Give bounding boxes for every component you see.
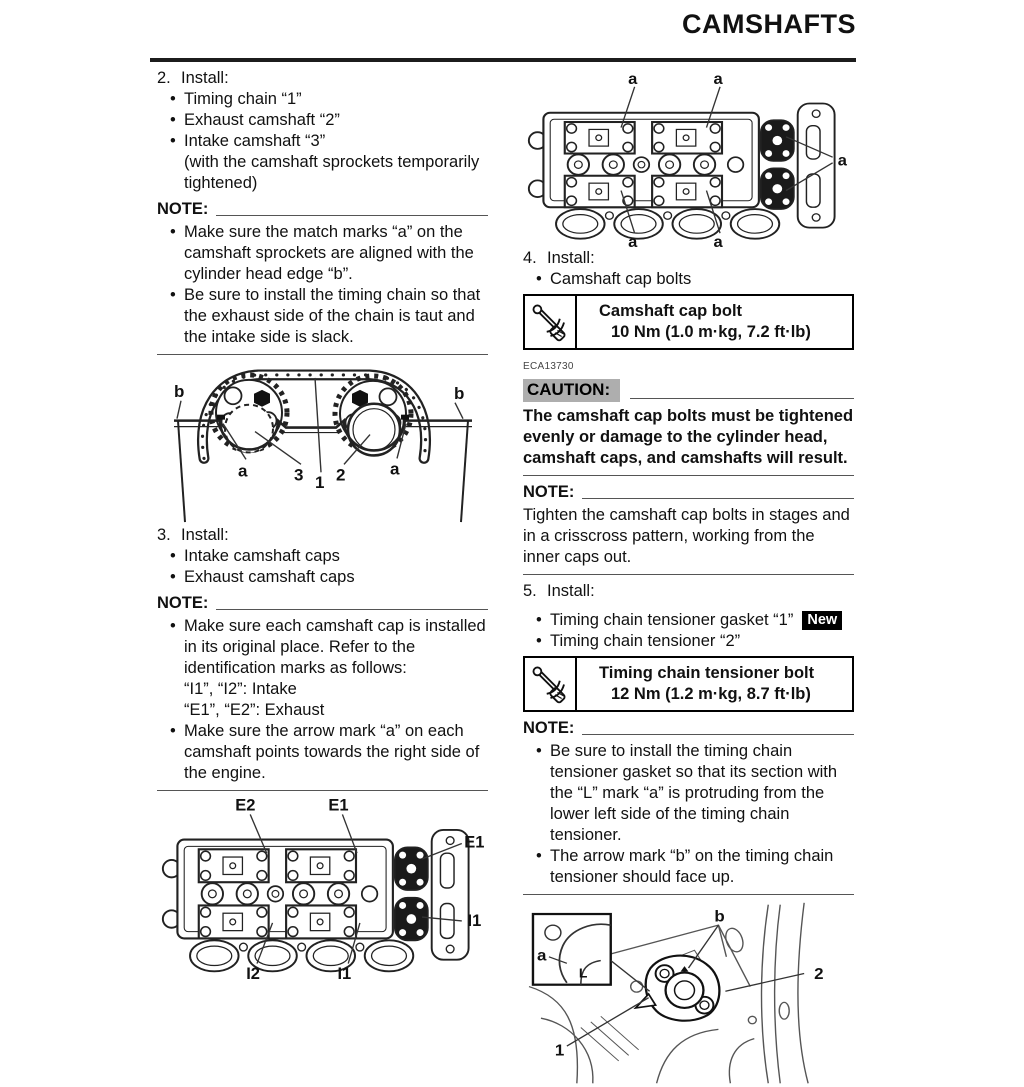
note-item bbox=[157, 222, 488, 285]
bullet-dot: • bbox=[170, 90, 176, 108]
callout-i1-right: I1 bbox=[467, 911, 481, 930]
note-label: NOTE: bbox=[157, 594, 209, 612]
list-item bbox=[157, 546, 488, 567]
note-block-1 bbox=[157, 199, 488, 348]
note-item-text: The arrow mark “b” on the timing chain tensioner should face up. bbox=[550, 847, 834, 886]
section-divider bbox=[157, 354, 488, 355]
note-item-text: Make sure the arrow mark “a” on each camshaft points towards the right side of the engine. bbox=[184, 722, 480, 782]
torque-item-name: Camshaft cap bolt bbox=[599, 302, 743, 320]
figure-camshaft-caps-id bbox=[157, 797, 488, 981]
callout-2: 2 bbox=[335, 465, 345, 485]
step-number: 3. bbox=[157, 526, 171, 544]
callout-a-right: a bbox=[837, 151, 847, 170]
note-block-2 bbox=[157, 593, 488, 784]
bullet-dot: • bbox=[170, 568, 176, 586]
caution-label: CAUTION: bbox=[523, 379, 620, 402]
id-mark-exhaust: “E1”, “E2”: Exhaust bbox=[184, 701, 325, 719]
figure-timing-chain-sprockets bbox=[157, 361, 488, 525]
step-5-install bbox=[523, 581, 854, 652]
step-label: Install: bbox=[181, 526, 229, 544]
torque-item-name: Timing chain tensioner bolt bbox=[599, 664, 815, 682]
note-item bbox=[157, 616, 488, 679]
note-item bbox=[157, 721, 488, 784]
list-item-text: Timing chain “1” bbox=[184, 90, 302, 108]
callout-a: a bbox=[536, 947, 547, 965]
callout-i1-bottom: I1 bbox=[336, 965, 351, 981]
list-item-text bbox=[550, 610, 842, 631]
step-number: 5. bbox=[523, 582, 537, 600]
bullet-dot: • bbox=[170, 617, 176, 635]
note-text: Tighten the camshaft cap bolts in stages and in a crisscross pattern, working from the inner caps out. bbox=[523, 506, 850, 566]
list-item bbox=[157, 89, 488, 110]
note-label: NOTE: bbox=[523, 483, 575, 501]
callout-3: 3 bbox=[293, 465, 303, 485]
step-3-install bbox=[157, 525, 488, 588]
note-rule bbox=[582, 718, 854, 735]
id-mark-intake: “I1”, “I2”: Intake bbox=[184, 680, 297, 698]
list-item bbox=[523, 269, 854, 290]
section-divider bbox=[523, 894, 854, 895]
bullet-dot: • bbox=[170, 722, 176, 740]
step-2-install bbox=[157, 68, 488, 194]
bullet-dot: • bbox=[536, 847, 542, 865]
step-label: Install: bbox=[547, 249, 595, 267]
list-item-text: Intake camshaft caps bbox=[184, 547, 340, 565]
caution-text: The camshaft cap bolts must be tightened evenly or damage to the cylinder head, camshaft caps, and camshafts will result. bbox=[523, 407, 854, 467]
callout-2: 2 bbox=[814, 965, 824, 983]
section-divider bbox=[523, 475, 854, 476]
bullet-dot: • bbox=[536, 742, 542, 760]
bullet-dot: • bbox=[536, 270, 542, 288]
bullet-dot: • bbox=[170, 286, 176, 304]
list-item-text: Camshaft cap bolts bbox=[550, 270, 692, 288]
callout-b: b bbox=[714, 907, 725, 926]
note-item-text: Be sure to install the timing chain so that the exhaust side of the chain is taut and the intake side is slack. bbox=[184, 286, 481, 346]
callout-e1-top: E1 bbox=[327, 797, 349, 815]
callout-a-3: a bbox=[627, 233, 637, 248]
callout-e2: E2 bbox=[234, 797, 255, 815]
figure-chain-tensioner bbox=[523, 901, 854, 1087]
bullet-dot: • bbox=[170, 547, 176, 565]
tensioner-diagram bbox=[523, 901, 854, 1087]
list-item-text: Intake camshaft “3” bbox=[184, 132, 326, 150]
bullet-dot: • bbox=[170, 223, 176, 241]
section-divider bbox=[157, 790, 488, 791]
step-4-install bbox=[523, 248, 854, 290]
l-mark: L bbox=[578, 965, 588, 981]
callout-a-4: a bbox=[713, 233, 723, 248]
callout-a-left: a bbox=[237, 461, 247, 481]
note-block-3 bbox=[523, 482, 854, 575]
step-number: 4. bbox=[523, 249, 537, 267]
callout-b-left: b bbox=[173, 381, 184, 401]
list-item bbox=[523, 631, 854, 652]
note-item bbox=[523, 846, 854, 888]
note-rule bbox=[216, 199, 488, 216]
list-item-text: Timing chain tensioner “2” bbox=[550, 632, 741, 650]
bullet-dot: • bbox=[536, 611, 542, 629]
callout-a-right: a bbox=[389, 459, 399, 479]
header-rule bbox=[150, 58, 856, 62]
parenthetical-note: (with the camshaft sprockets temporarily tightened) bbox=[184, 153, 480, 192]
callout-1: 1 bbox=[314, 473, 324, 493]
bullet-dot: • bbox=[170, 111, 176, 129]
list-item bbox=[523, 610, 854, 631]
note-rule bbox=[216, 593, 488, 610]
torque-spec-box-cap-bolt bbox=[523, 294, 854, 350]
bullet-dot: • bbox=[170, 132, 176, 150]
caution-block bbox=[523, 379, 854, 476]
caution-rule bbox=[630, 379, 854, 399]
note-item-text: Make sure each camshaft cap is installed in its original place. Refer to the identification marks as follows: bbox=[184, 617, 486, 677]
callout-a-1: a bbox=[627, 72, 637, 88]
callout-e1-right: E1 bbox=[463, 833, 485, 852]
page-title: CAMSHAFTS bbox=[682, 9, 856, 39]
torque-wrench-icon bbox=[525, 296, 577, 348]
section-divider bbox=[523, 574, 854, 575]
list-item-text: Exhaust camshaft “2” bbox=[184, 111, 340, 129]
new-badge: New bbox=[802, 611, 842, 630]
torque-spec-box-tensioner-bolt bbox=[523, 656, 854, 712]
torque-wrench-icon bbox=[525, 658, 577, 710]
callout-b-right: b bbox=[453, 383, 464, 403]
callout-1: 1 bbox=[554, 1041, 565, 1060]
note-item bbox=[157, 285, 488, 348]
torque-value: 10 Nm (1.0 m·kg, 7.2 ft·lb) bbox=[611, 323, 811, 341]
list-item bbox=[157, 567, 488, 588]
list-item-text: Exhaust camshaft caps bbox=[184, 568, 355, 586]
note-label: NOTE: bbox=[523, 719, 575, 737]
match-marks-diagram bbox=[524, 72, 854, 248]
note-item-text: Be sure to install the timing chain tensioner gasket so that its section with the “L” mark “a” is protruding from the lower left side of the timing chain tensioner. bbox=[550, 742, 838, 844]
caution-code: ECA13730 bbox=[523, 361, 574, 372]
note-item-text: Make sure the match marks “a” on the camshaft sprockets are aligned with the cylinder head edge “b”. bbox=[184, 223, 474, 283]
note-block-4 bbox=[523, 718, 854, 895]
figure-match-marks bbox=[523, 72, 854, 248]
step-label: Install: bbox=[181, 69, 229, 87]
step-number: 2. bbox=[157, 69, 171, 87]
timing-chain-diagram bbox=[158, 361, 488, 525]
step-label: Install: bbox=[547, 582, 595, 600]
left-column bbox=[157, 68, 488, 981]
right-column bbox=[523, 72, 854, 1087]
bullet-dot: • bbox=[536, 632, 542, 650]
list-item bbox=[157, 131, 488, 152]
list-item bbox=[157, 110, 488, 131]
note-rule bbox=[582, 482, 854, 499]
note-label: NOTE: bbox=[157, 200, 209, 218]
callout-a-2: a bbox=[713, 72, 723, 88]
torque-value: 12 Nm (1.2 m·kg, 8.7 ft·lb) bbox=[611, 685, 811, 703]
callout-i2: I2 bbox=[245, 965, 260, 981]
note-item bbox=[523, 741, 854, 846]
camshaft-caps-diagram bbox=[158, 797, 488, 981]
gasket-item-text: Timing chain tensioner gasket “1” bbox=[550, 611, 794, 629]
